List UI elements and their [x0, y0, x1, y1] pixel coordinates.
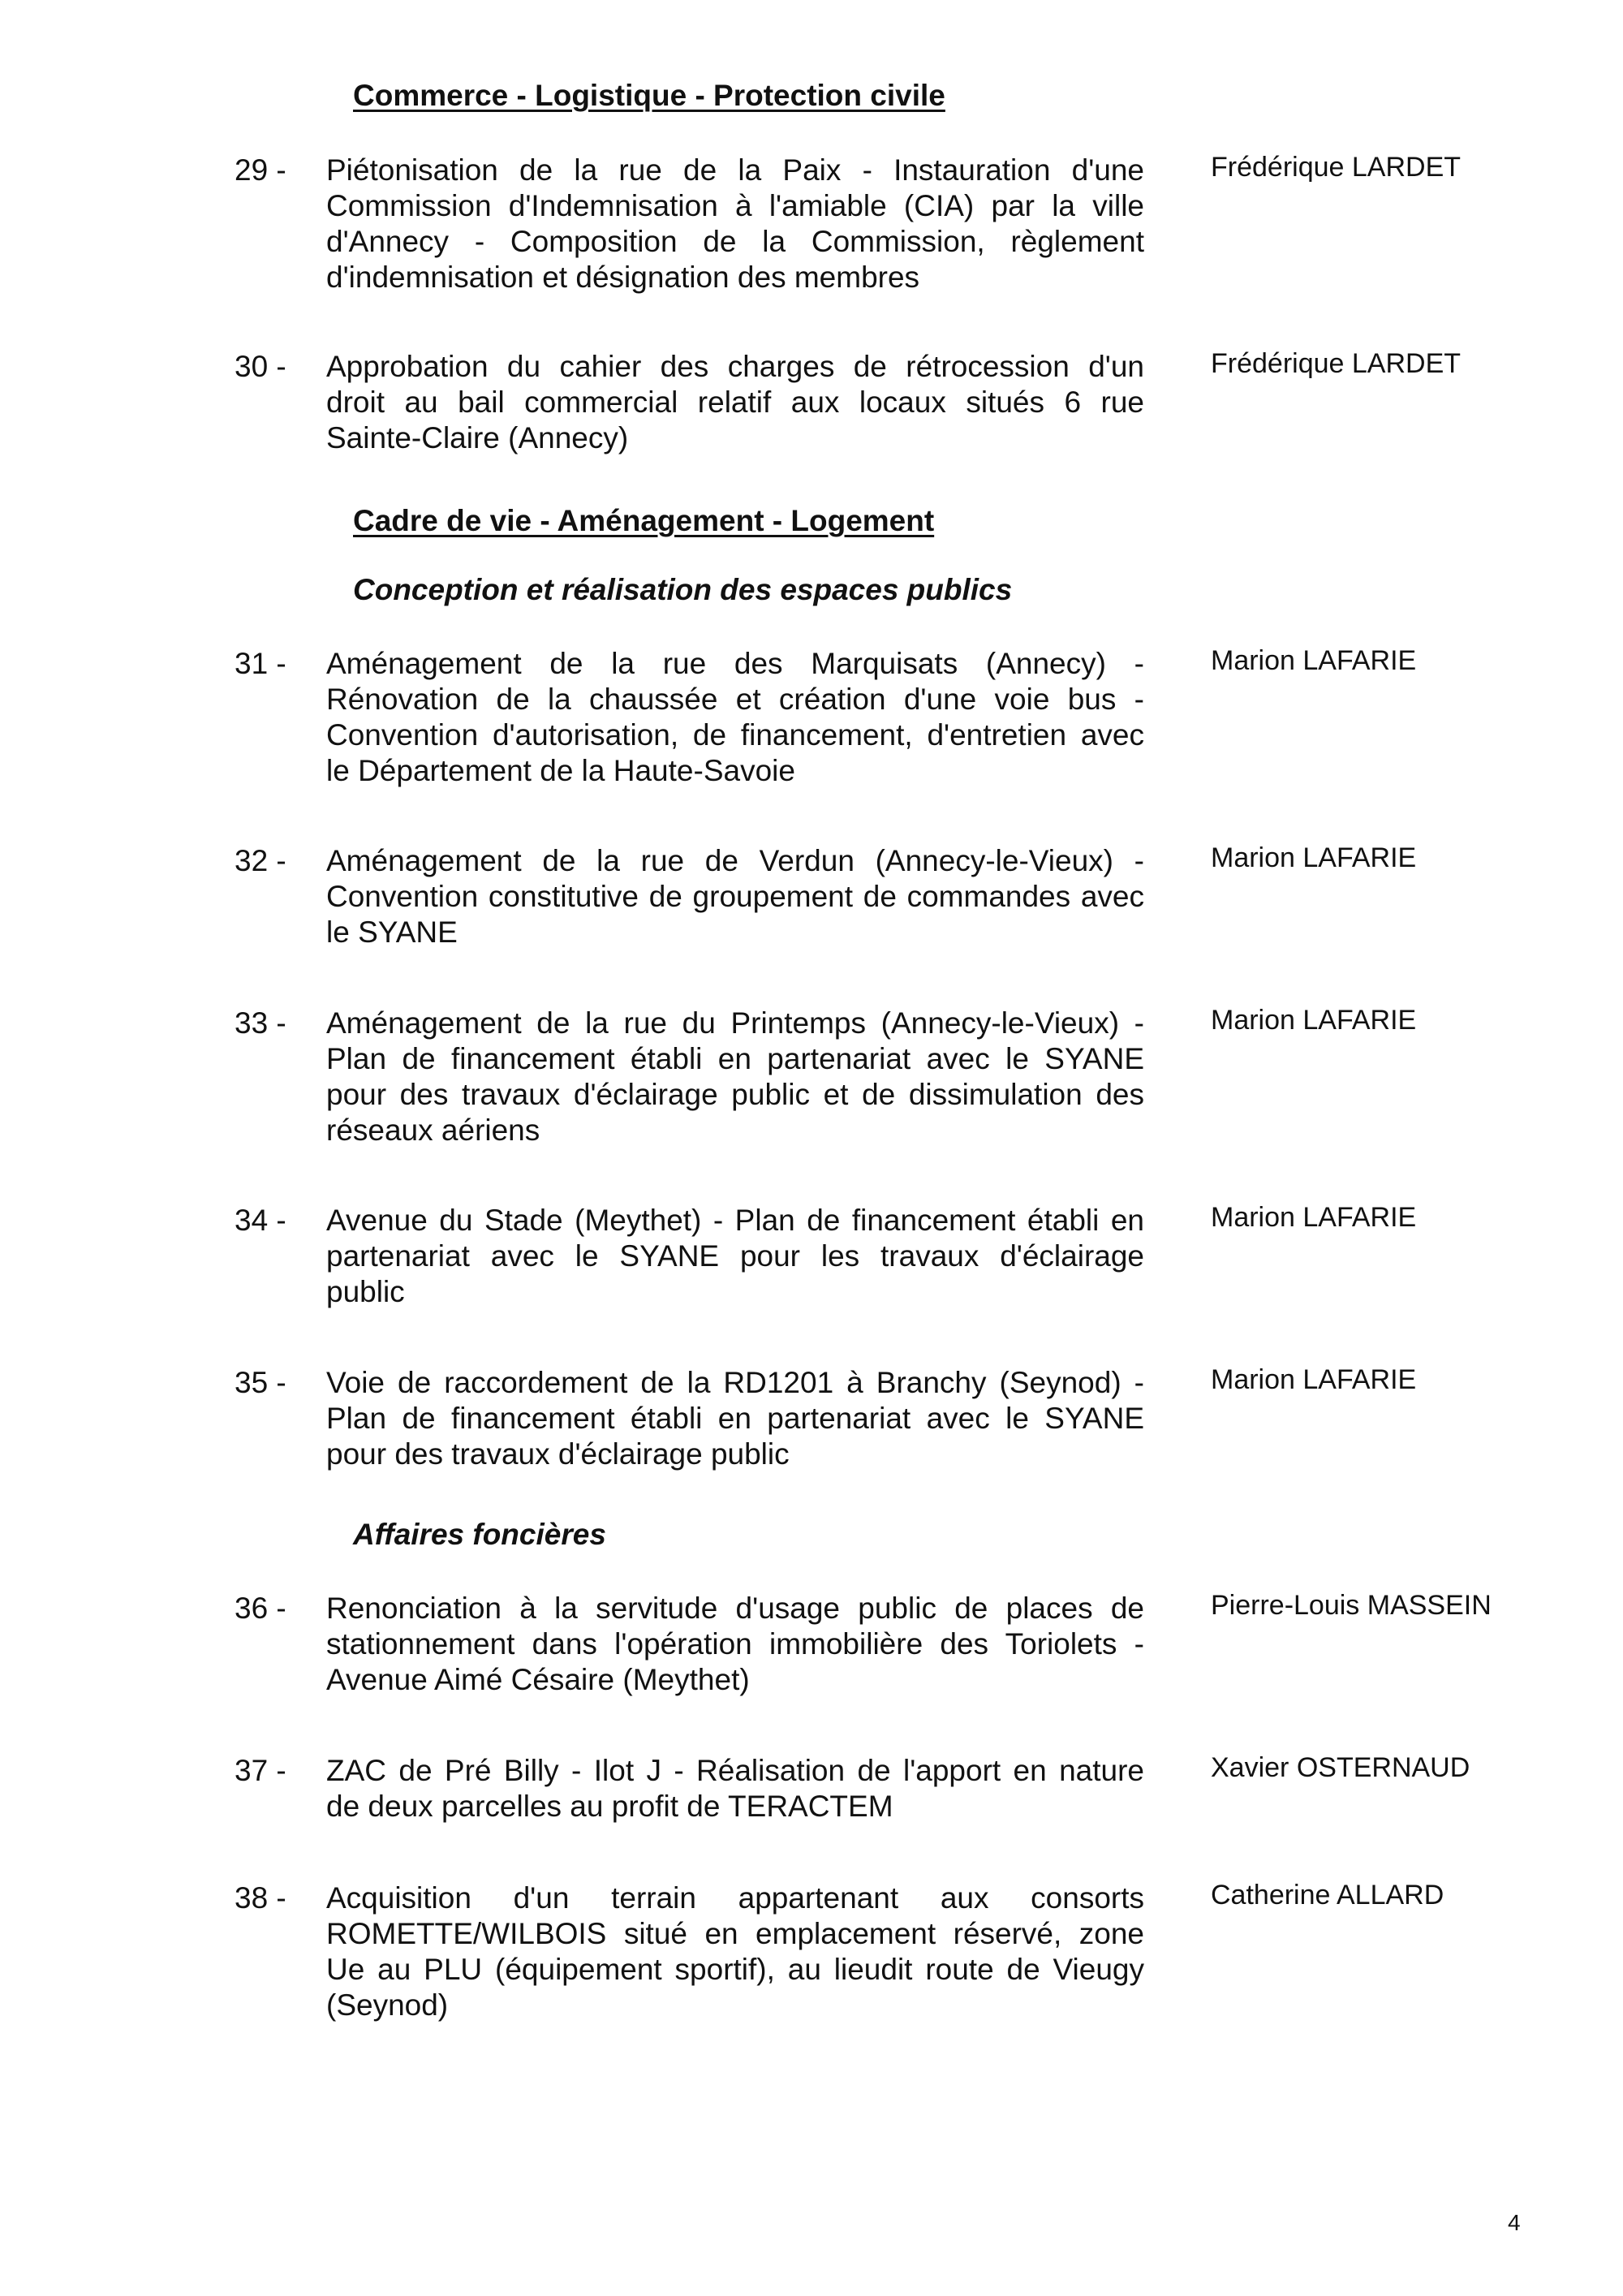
- item-rapporteur: Marion LAFARIE: [1211, 645, 1417, 676]
- description-line: pour des travaux d'éclairage public et de dissimulation des: [326, 1078, 1144, 1111]
- description-line: ROMETTE/WILBOIS situé en emplacement réservé, zone: [326, 1917, 1144, 1950]
- description-line: stationnement dans l'opération immobilière des Toriolets -: [326, 1627, 1144, 1661]
- description-line: (Seynod): [326, 1988, 449, 2022]
- item-description: [326, 1203, 1144, 1310]
- description-line: Acquisition d'un terrain appartenant aux consorts: [326, 1881, 1144, 1915]
- page-number: 4: [1508, 2210, 1521, 2235]
- description-line: droit au bail commercial relatif aux locaux situés 6 rue: [326, 386, 1144, 419]
- item-description: [326, 153, 1144, 295]
- item-number: 29 -: [235, 153, 286, 187]
- description-line: Convention constitutive de groupement de commandes avec: [326, 880, 1144, 913]
- item-number: 35 -: [235, 1366, 286, 1399]
- item-number: 36 -: [235, 1592, 286, 1625]
- description-line: Avenue du Stade (Meythet) - Plan de financement établi en: [326, 1204, 1144, 1237]
- item-rapporteur: Marion LAFARIE: [1211, 1005, 1417, 1036]
- description-line: Commission d'Indemnisation à l'amiable (CIA) par la ville: [326, 189, 1144, 222]
- description-line: Plan de financement établi en partenariat avec le SYANE: [326, 1402, 1144, 1435]
- item-number: 32 -: [235, 844, 286, 877]
- description-line: pour des travaux d'éclairage public: [326, 1437, 790, 1471]
- description-line: le SYANE: [326, 915, 458, 949]
- item-description: [326, 349, 1144, 456]
- item-rapporteur: Frédérique LARDET: [1211, 152, 1462, 183]
- description-line: Approbation du cahier des charges de rétrocession d'un: [326, 350, 1144, 383]
- description-line: Aménagement de la rue de Verdun (Annecy-le-Vieux) -: [326, 844, 1144, 877]
- description-line: Rénovation de la chaussée et création d'une voie bus -: [326, 683, 1144, 716]
- item-rapporteur: Frédérique LARDET: [1211, 348, 1462, 379]
- item-rapporteur: Catherine ALLARD: [1211, 1880, 1444, 1910]
- item-description: [326, 1006, 1144, 1148]
- item-number: 34 -: [235, 1204, 286, 1237]
- description-line: Sainte-Claire (Annecy): [326, 421, 629, 454]
- description-line: le Département de la Haute-Savoie: [326, 754, 795, 787]
- description-line: public: [326, 1275, 405, 1308]
- subsection-heading-affaires-foncieres: Affaires foncières: [353, 1518, 606, 1551]
- description-line: Piétonisation de la rue de la Paix - Instauration d'une: [326, 153, 1144, 187]
- description-line: Ue au PLU (équipement sportif), au lieudit route de Vieugy: [326, 1953, 1144, 1986]
- description-line: Plan de financement établi en partenariat avec le SYANE: [326, 1042, 1144, 1075]
- item-description: [326, 1753, 1144, 1824]
- description-line: réseaux aériens: [326, 1114, 540, 1147]
- item-description: [326, 646, 1144, 789]
- item-number: 38 -: [235, 1881, 286, 1915]
- description-line: ZAC de Pré Billy - Ilot J - Réalisation de l'apport en nature: [326, 1754, 1144, 1787]
- description-line: Voie de raccordement de la RD1201 à Branchy (Seynod) -: [326, 1366, 1144, 1399]
- item-description: [326, 1880, 1144, 2023]
- description-line: partenariat avec le SYANE pour les travaux d'éclairage: [326, 1239, 1144, 1273]
- item-rapporteur: Xavier OSTERNAUD: [1211, 1752, 1470, 1783]
- item-rapporteur: Pierre-Louis MASSEIN: [1211, 1590, 1492, 1621]
- description-line: d'indemnisation et désignation des membres: [326, 261, 920, 294]
- item-number: 31 -: [235, 647, 286, 680]
- item-rapporteur: Marion LAFARIE: [1211, 1202, 1417, 1233]
- section-heading-commerce: Commerce - Logistique - Protection civile: [353, 79, 945, 112]
- item-description: [326, 843, 1144, 950]
- item-description: [326, 1365, 1144, 1472]
- description-line: de deux parcelles au profit de TERACTEM: [326, 1790, 893, 1823]
- description-line: Avenue Aimé Césaire (Meythet): [326, 1663, 750, 1696]
- item-number: 33 -: [235, 1006, 286, 1040]
- description-line: Aménagement de la rue des Marquisats (Annecy) -: [326, 647, 1144, 680]
- description-line: Renonciation à la servitude d'usage public de places de: [326, 1592, 1144, 1625]
- item-description: [326, 1591, 1144, 1698]
- item-rapporteur: Marion LAFARIE: [1211, 842, 1417, 873]
- item-rapporteur: Marion LAFARIE: [1211, 1364, 1417, 1395]
- item-number: 37 -: [235, 1754, 286, 1787]
- item-number: 30 -: [235, 350, 286, 383]
- section-heading-cadre-de-vie: Cadre de vie - Aménagement - Logement: [353, 504, 935, 537]
- subsection-heading-espaces-publics: Conception et réalisation des espaces publics: [353, 573, 1013, 606]
- description-line: d'Annecy - Composition de la Commission, règlement: [326, 225, 1144, 258]
- description-line: Aménagement de la rue du Printemps (Annecy-le-Vieux) -: [326, 1006, 1144, 1040]
- description-line: Convention d'autorisation, de financement, d'entretien avec: [326, 718, 1144, 752]
